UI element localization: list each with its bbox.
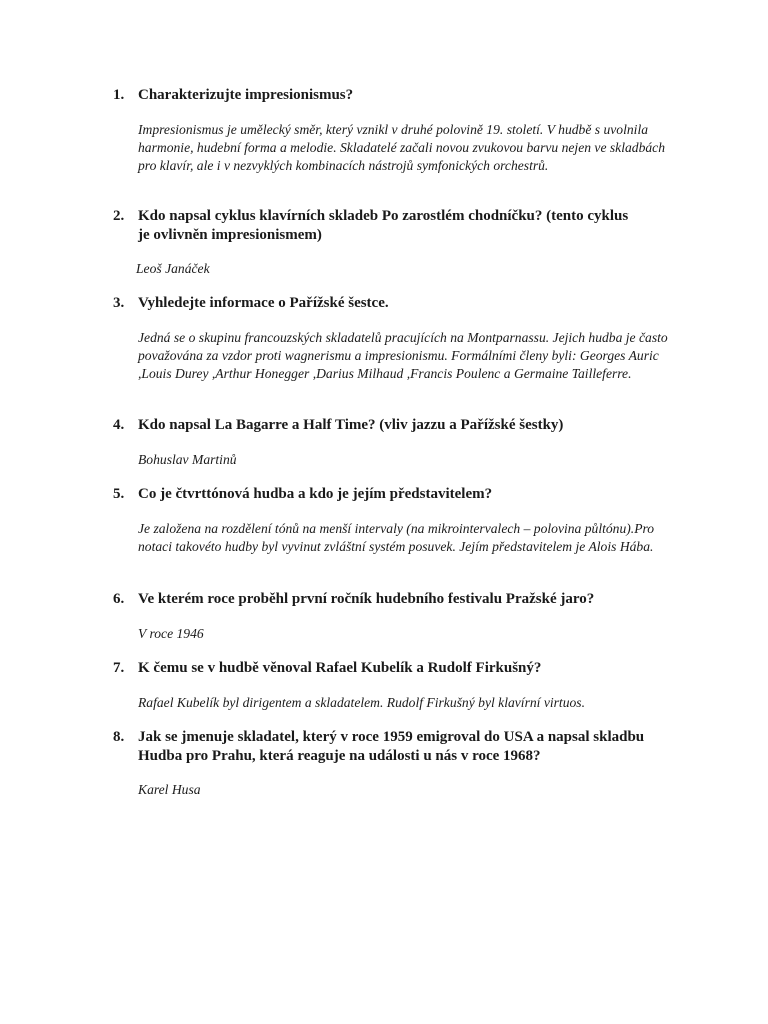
question-text: Ve kterém roce proběhl první ročník hudebního festivalu Pražské jaro? [138, 591, 595, 607]
question-number: 4. [113, 417, 125, 433]
answer-text: Jedná se o skupinu francouzských skladatelů pracujících na Montparnassu. Jejich hudba je často považována za vzdor proti wagnerismu a impresionismu. Formálními členy byli: Georges Auric ,Louis Durey ,Arthur Honegger ,Darius Milhaud ,Francis Poulenc a Germaine Tailleferre. [138, 330, 668, 381]
question-number: 1. [113, 87, 125, 103]
question-number: 2. [113, 208, 125, 224]
question-text: Vyhledejte informace o Pařížské šestce. [138, 295, 389, 311]
question-number: 8. [113, 729, 125, 745]
question-text: Kdo napsal cyklus klavírních skladeb Po zarostlém chodníčku? (tento cyklus je ovlivněn impresionismem) [138, 208, 629, 243]
answer-text: V roce 1946 [138, 626, 204, 641]
question-number: 6. [113, 591, 125, 607]
question-text: Charakterizujte impresionismus? [138, 87, 354, 103]
question-text: K čemu se v hudbě věnoval Rafael Kubelík a Rudolf Firkušný? [138, 660, 542, 676]
question-number: 5. [113, 486, 125, 502]
answer-text: Bohuslav Martinů [138, 452, 237, 467]
question-number: 3. [113, 295, 125, 311]
question-number: 7. [113, 660, 125, 676]
question-text: Co je čtvrttónová hudba a kdo je jejím představitelem? [138, 486, 493, 502]
question-text: Jak se jmenuje skladatel, který v roce 1959 emigroval do USA a napsal skladbu Hudba pro Prahu, která reaguje na události u nás v roce 1968? [138, 729, 645, 764]
answer-text: Impresionismus je umělecký směr, který vznikl v druhé polovině 19. století. V hudbě s uvolnila harmonie, hudební forma a melodie. Skladatelé začali novou zvukovou barvu nejen ve skladbách pro klavír, ale i v nezvyklých kombinacích nástrojů symfonických orchestrů. [138, 122, 666, 173]
answer-text: Leoš Janáček [136, 261, 210, 276]
answer-text: Je založena na rozdělení tónů na menší intervaly (na mikrointervalech – polovina půltónu).Pro notaci takovéto hudby byl vyvinut zvláštní systém posuvek. Jejím představitelem je Alois Hába. [138, 521, 655, 554]
answer-text: Rafael Kubelík byl dirigentem a skladatelem. Rudolf Firkušný byl klavírní virtuos. [138, 695, 585, 710]
answer-text: Karel Husa [138, 782, 201, 797]
question-text: Kdo napsal La Bagarre a Half Time? (vliv jazzu a Pařížské šestky) [138, 417, 564, 433]
